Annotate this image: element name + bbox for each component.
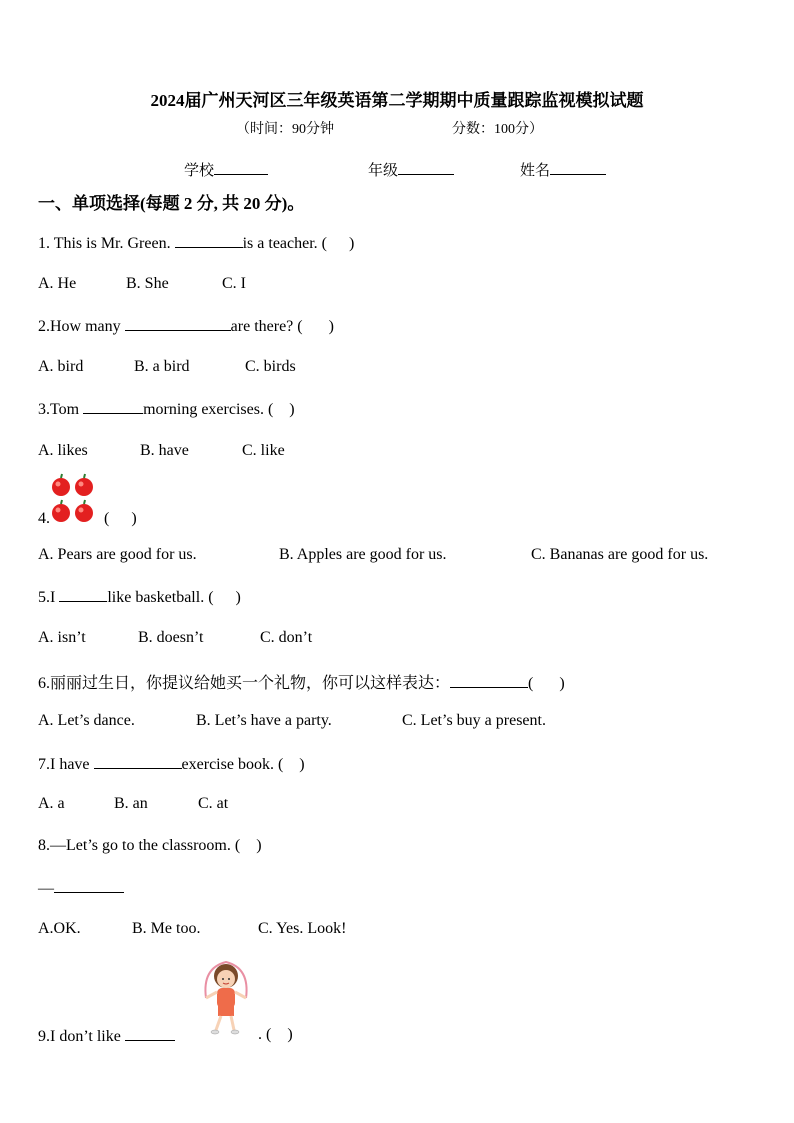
question-9-paren: . ( ) bbox=[258, 1026, 293, 1043]
q7-option-c: C. at bbox=[198, 795, 229, 812]
question-4-number: 4. bbox=[38, 510, 50, 527]
q2-option-a: A. bird bbox=[38, 358, 84, 375]
question-7: 7.I have exercise book. ( ) bbox=[38, 756, 305, 773]
question-3: 3.Tom morning exercises. ( ) bbox=[38, 401, 295, 418]
q4-option-b: B. Apples are good for us. bbox=[279, 546, 447, 563]
name-field: 姓名 bbox=[520, 159, 606, 180]
q7-option-b: B. an bbox=[114, 795, 148, 812]
q5-option-b: B. doesn’t bbox=[138, 629, 204, 646]
question-8-response: — bbox=[38, 878, 124, 898]
q3-option-b: B. have bbox=[140, 442, 189, 459]
question-1: 1. This is Mr. Green. is a teacher. ( ) bbox=[38, 235, 355, 252]
score-label: 分数：100分） bbox=[452, 122, 543, 137]
apples-picture bbox=[50, 472, 98, 524]
q1-option-b: B. She bbox=[126, 275, 169, 292]
q8-option-b: B. Me too. bbox=[132, 920, 201, 937]
q2-option-b: B. a bird bbox=[134, 358, 190, 375]
q8-option-c: C. Yes. Look! bbox=[258, 920, 347, 937]
q1-option-c: C. I bbox=[222, 275, 246, 292]
section-heading: 一、单项选择(每题 2 分, 共 20 分)。 bbox=[38, 194, 305, 213]
q6-option-c: C. Let’s buy a present. bbox=[402, 712, 546, 729]
q5-option-c: C. don’t bbox=[260, 629, 313, 646]
q3-option-a: A. likes bbox=[38, 442, 88, 459]
time-label: （时间：90分钟 bbox=[236, 122, 334, 137]
q2-option-c: C. birds bbox=[245, 358, 296, 375]
question-9: 9.I don’t like bbox=[38, 1026, 175, 1046]
question-4-paren: ( ) bbox=[104, 510, 137, 527]
girl-jumping-rope-picture bbox=[196, 958, 256, 1040]
q6-option-b: B. Let’s have a party. bbox=[196, 712, 332, 729]
q5-option-a: A. isn’t bbox=[38, 629, 86, 646]
question-5: 5.I like basketball. ( ) bbox=[38, 589, 241, 606]
q6-option-a: A. Let’s dance. bbox=[38, 712, 135, 729]
question-6: 6.丽丽过生日，你提议给她买一个礼物，你可以这样表达： ( ) bbox=[38, 675, 565, 692]
q4-option-c: C. Bananas are good for us. bbox=[531, 546, 709, 563]
grade-field: 年级 bbox=[368, 159, 454, 180]
question-2: 2.How many are there? ( ) bbox=[38, 318, 334, 335]
question-8: 8.—Let’s go to the classroom. ( ) bbox=[38, 837, 262, 854]
q3-option-c: C. like bbox=[242, 442, 285, 459]
q4-option-a: A. Pears are good for us. bbox=[38, 546, 197, 563]
q1-option-a: A. He bbox=[38, 275, 77, 292]
page-title: 2024届广州天河区三年级英语第二学期期中质量跟踪监视模拟试题 bbox=[150, 91, 644, 110]
school-field: 学校 bbox=[184, 159, 268, 180]
q8-option-a: A.OK. bbox=[38, 920, 81, 937]
q7-option-a: A. a bbox=[38, 795, 65, 812]
